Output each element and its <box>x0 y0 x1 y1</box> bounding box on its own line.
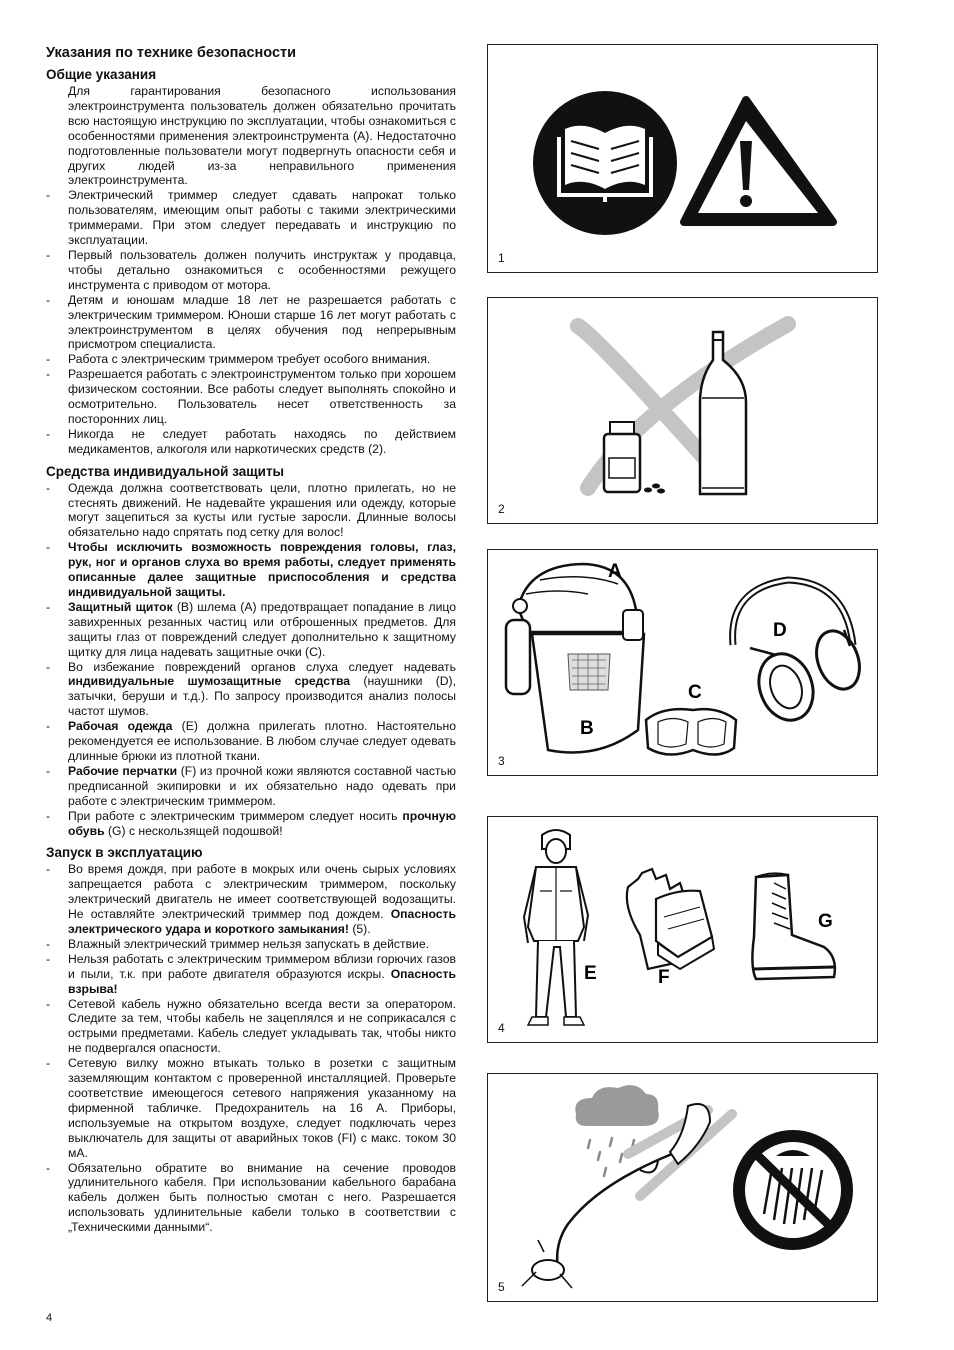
list-item: - Электрический триммер следует сдавать напрокат только пользователям, имеющим опыт работы с такими электрическими триммерами. При этом следует передавать и инструкцию по эксплуатации. <box>46 188 456 248</box>
list-item <box>46 764 456 809</box>
section-heading-ppe: Средства индивидуальной защиты <box>46 463 285 479</box>
list-item <box>46 540 456 600</box>
list-item <box>46 809 456 839</box>
work-clothing-figure <box>524 830 588 1025</box>
bold-text: Опасность электрического удара и короткого замыкания! <box>68 907 456 937</box>
list-item <box>46 600 456 660</box>
figure-number: 1 <box>498 251 505 265</box>
label-c: C <box>688 682 702 703</box>
bold-text: Опасность взрыва! <box>68 966 456 996</box>
figure-4 <box>487 816 878 1043</box>
list-item <box>46 952 456 997</box>
item-text: (G) с нескользящей подошвой! <box>104 823 283 838</box>
item-text: (E) должна прилегать плотно. Настоятельно рекомендуется ее использование. В любом случае следует одевать длинные брюки из плотной ткани. <box>68 719 456 763</box>
rain-cloud-icon <box>575 1085 658 1176</box>
warning-triangle-icon <box>684 100 833 222</box>
label-b: B <box>580 718 594 739</box>
bold-text: Рабочие перчатки <box>68 763 178 778</box>
list-item: - Детям и юношам младше 18 лет не разрешается работать с электрическим триммером. Юноши старше 16 лет могут работать с электроинструментом в целях обучения под непрерывным присмотром специалиста. <box>46 293 456 353</box>
figure-number: 4 <box>498 1021 505 1035</box>
figure-3-art <box>488 550 879 777</box>
figure-5-art <box>488 1074 879 1303</box>
list-item: - Сетевой кабель нужно обязательно всегда вести за оператором. Следите за тем, чтобы кабель не зацеплялся и не соприкасался с острыми предметами. Кабель следует укладывать так, чтобы никто не подвергался опасности. <box>46 997 456 1057</box>
list-item: - Первый пользователь должен получить инструктаж у продавца, чтобы детально ознакомиться с особенностями режущего инструмента с приводом от мотора. <box>46 248 456 293</box>
medicine-bottle-icon <box>604 422 640 492</box>
bold-text: индивидуальные шумозащитные средства <box>68 674 351 689</box>
helmet-visor-icon <box>506 564 644 753</box>
figure-1 <box>487 44 878 273</box>
item-text: Во время дождя, при работе в мокрых или очень сырых условиях запрещается работа с электрическим триммером, поскольку электрический двигатель не имеет соответствующей водозащиты. Не оставляйте электрический триммер под дождем. <box>68 862 456 922</box>
text-column <box>46 44 456 1235</box>
goggles-icon <box>646 709 736 754</box>
list-item: - Работа с электрическим триммером требует особого внимания. <box>46 352 456 367</box>
figure-2 <box>487 297 878 524</box>
list-item: Для гарантирования безопасного использования электроинструмента пользователь должен обязательно прочитать всю настоящую инструкцию по эксплуатации, чтобы ознакомиться с особенностями применения электроинструмента (A). Недостаточно подготовленные пользователи могут подвергнуть опасности себя и других людей из-за неправильного применения электроинструмента. <box>68 84 456 188</box>
no-rain-icon <box>733 1130 853 1250</box>
pills-icon <box>644 484 665 494</box>
list-item: - Обязательно обратите во внимание на сечение проводов удлинительного кабеля. При использовании кабельного барабана кабель должен быть полностью смотан с него. Разрешается использовать удлинительные кабели только в соответствии с „Техническими данными“. <box>46 1161 456 1236</box>
item-text: При работе с электрическим триммером следует носить <box>68 808 403 823</box>
label-a: A <box>608 561 622 582</box>
label-e: E <box>584 963 597 984</box>
list-item: - Разрешается работать с электроинструментом только при хорошем физическом состоянии. Все работы следует выполнять спокойно и осмотрительно. Пользователь несет ответственность за посторонних лиц. <box>46 367 456 427</box>
label-g: G <box>818 911 833 932</box>
bold-text: Рабочая одежда <box>68 719 173 734</box>
list-item: - Сетевую вилку можно втыкать только в розетки с защитным заземляющим контактом с проверенной инсталляцией. Проверьте соответствие имеющегося сетевого напряжения указанному на фирменной табличке. Предохранитель на 16 А. Приборы, используемые на открытом воздухе, следует подключать через выключатель для защиты от аварийных токов (FI) с макс. током 30 мА. <box>46 1056 456 1160</box>
figure-2-art <box>488 298 879 525</box>
figure-number: 5 <box>498 1280 505 1294</box>
section-heading-startup: Запуск в эксплуатацию <box>46 845 203 861</box>
item-text: (5). <box>348 922 371 937</box>
item-text: (наушники (D), затычки, беруши и т.д.). По запросу производится анализ полосы частот шумов. <box>68 674 456 719</box>
item-text: (B) шлема (A) предотвращает попадание в лицо завихренных резанных частиц или отброшенных предметов. Для защиты глаз от повреждений следует дополнительно к защитному щитку для лица надевать защитные очки (C). <box>68 599 456 659</box>
figure-4-art <box>488 817 879 1044</box>
item-text: Нельзя работать с электрическим триммером вблизи горючих газов и пыли, т.к. при работе двигателя образуются искры. <box>68 951 456 981</box>
item-text: Во избежание повреждений органов слуха следует надевать <box>68 659 456 674</box>
label-f: F <box>658 967 670 988</box>
section-heading-general: Общие указания <box>46 67 157 82</box>
bold-text: Защитный щиток <box>68 599 173 614</box>
earmuffs-icon <box>733 580 867 728</box>
list-item <box>46 719 456 764</box>
label-d: D <box>773 620 787 641</box>
bold-text: Чтобы исключить возможность повреждения головы, глаз, рук, ног и органов слуха во время работы, следует применять описанные далее защитные приспособления и средства индивидуальной защиты. <box>68 540 456 599</box>
item-text: (F) из прочной кожи являются составной частью предписанной экипировки и их обязательно надо одевать при работе с электрическим триммером. <box>68 763 457 808</box>
list-item: - Никогда не следует работать находясь по действием медикаментов, алкоголя или наркотических средств (2). <box>46 427 456 457</box>
trimmer-icon <box>522 1104 732 1288</box>
figure-1-art <box>488 45 879 274</box>
list-item: - Одежда должна соответствовать цели, плотно прилегать, но не стеснять движений. Не надевайте украшения или одежду, которые могут зацепиться за кусты или густые заросли. Длинные волосы обязательно надо спрятать под сетку для волос! <box>46 481 456 541</box>
list-item: - Влажный электрический триммер нельзя запускать в действие. <box>46 937 456 952</box>
page-number: 4 <box>46 1312 53 1324</box>
figure-number: 3 <box>498 754 505 768</box>
list-item <box>46 660 456 720</box>
figure-3 <box>487 549 878 776</box>
gloves-icon <box>627 869 714 969</box>
bold-text: прочную обувь <box>68 808 456 838</box>
page-title: Указания по технике безопасности <box>46 45 297 61</box>
list-item <box>46 862 456 937</box>
figure-5 <box>487 1073 878 1302</box>
figure-number: 2 <box>498 502 505 516</box>
